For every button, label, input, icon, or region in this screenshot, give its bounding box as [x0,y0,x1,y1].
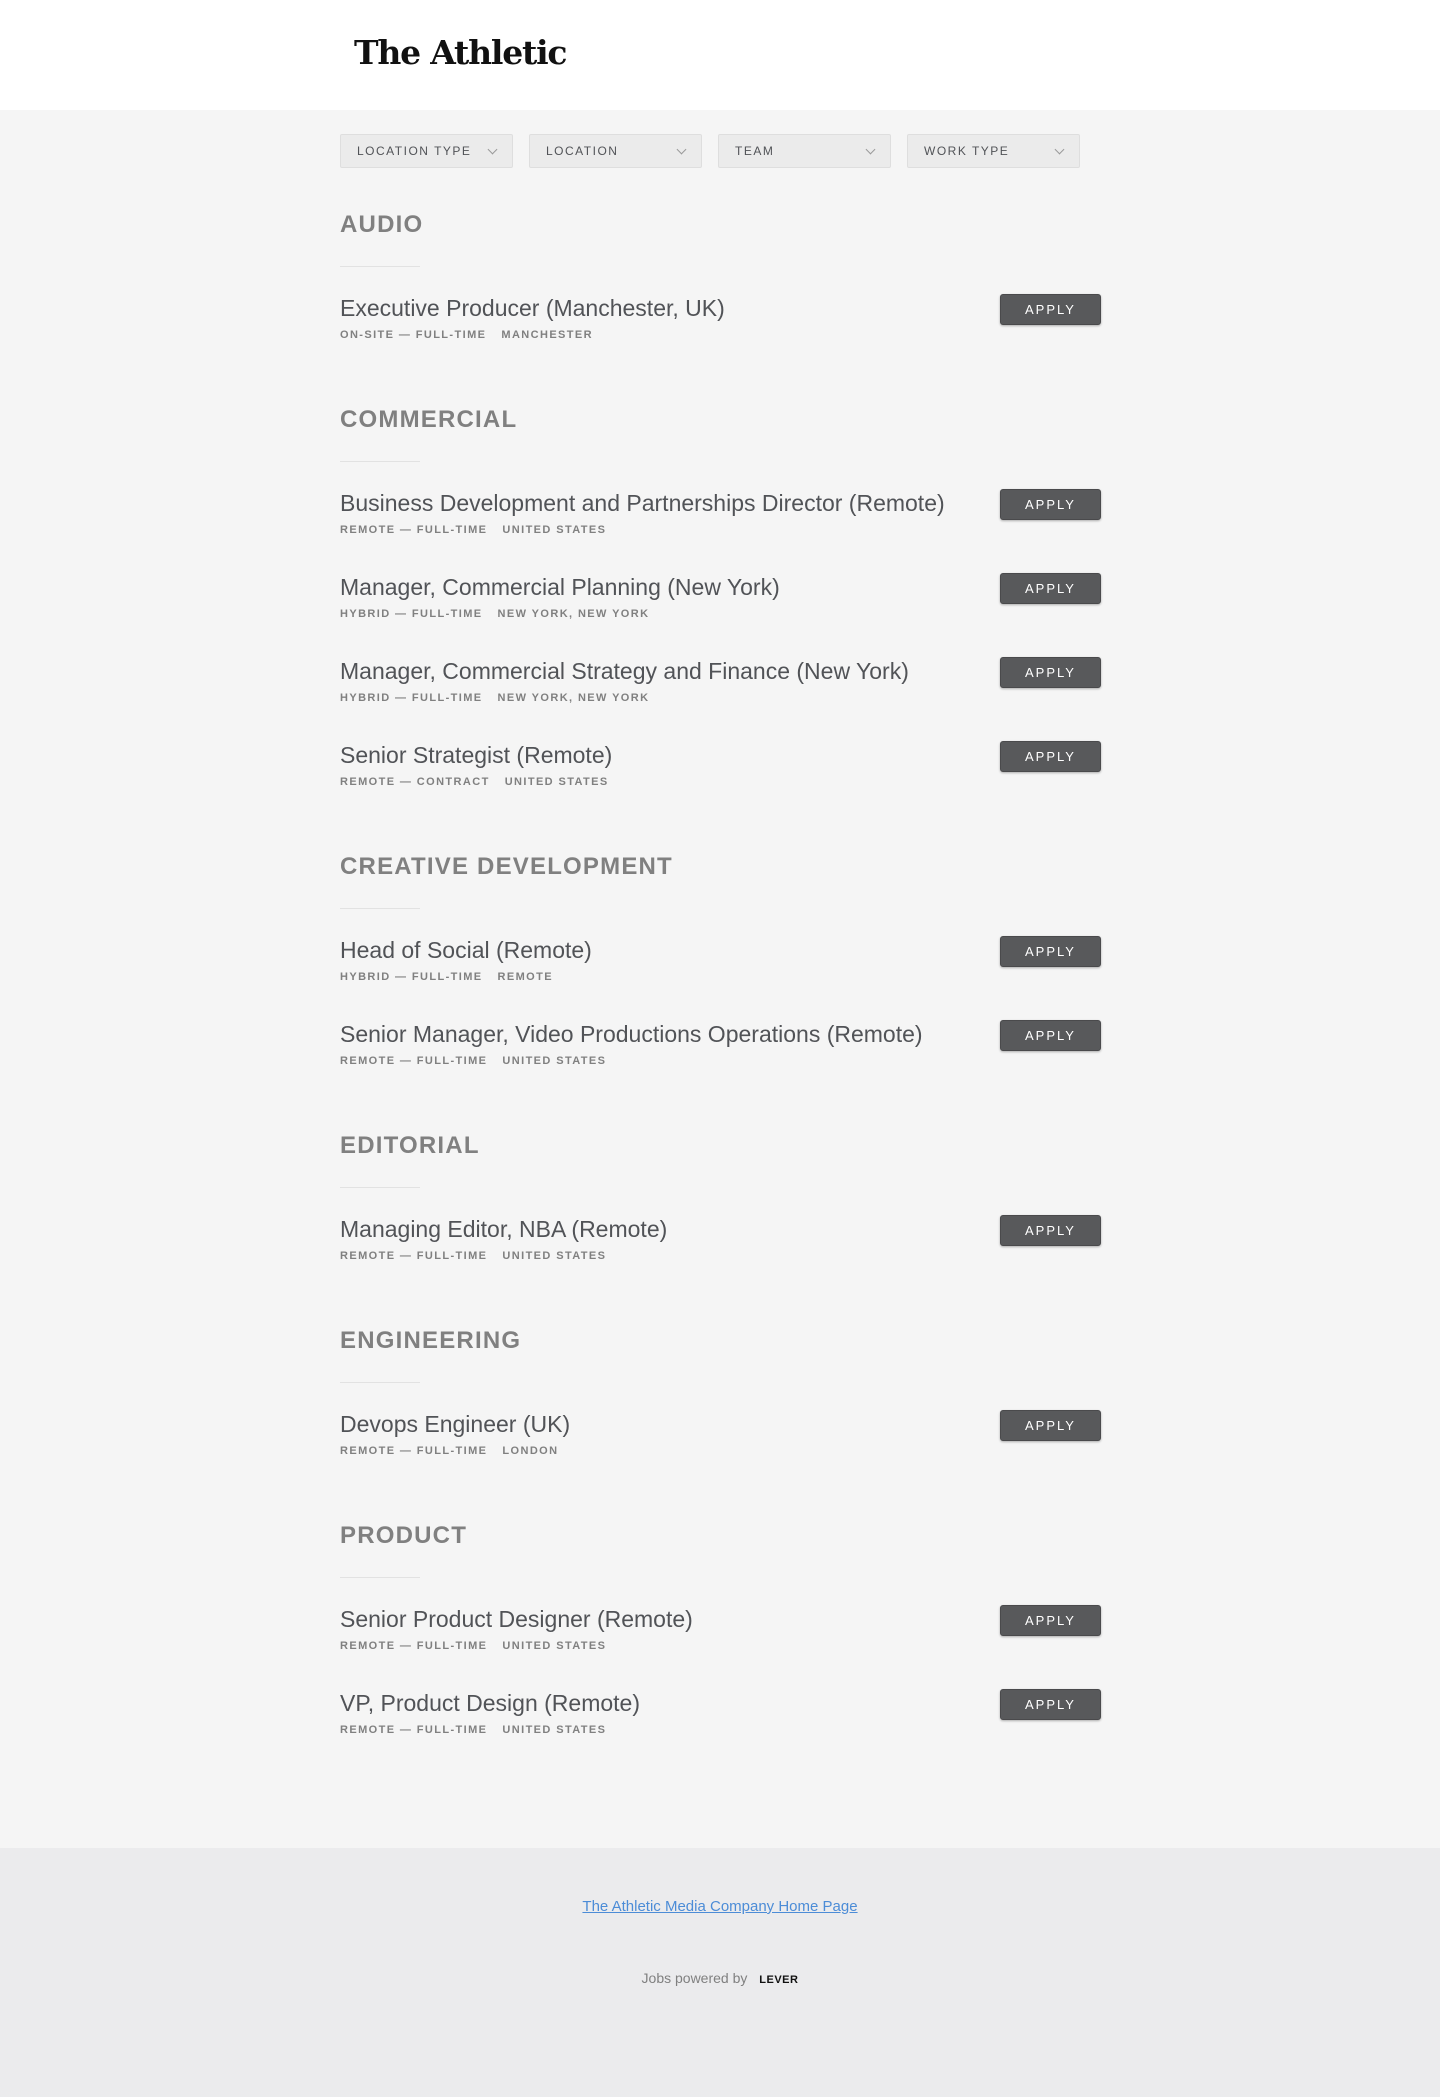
job-posting [340,936,1110,999]
apply-button[interactable]: APPLY [1000,1605,1101,1636]
job-title-link[interactable]: Senior Strategist (Remote) [340,742,613,768]
job-title-link[interactable]: Executive Producer (Manchester, UK) [340,295,725,321]
job-meta [340,608,1110,620]
job-posting [340,657,1110,720]
job-meta [340,524,1110,536]
team-section [340,406,1110,804]
job-meta [340,1640,1110,1652]
apply-button[interactable]: APPLY [1000,489,1101,520]
job-location: UNITED STATES [502,1724,607,1736]
job-title-link[interactable]: Manager, Commercial Planning (New York) [340,574,780,600]
job-location: LONDON [502,1445,559,1457]
job-commitment: REMOTE — FULL-TIME [340,1640,488,1652]
filter-label: LOCATION TYPE [357,144,472,158]
job-commitment: REMOTE — FULL-TIME [340,1055,488,1067]
job-posting [340,1020,1110,1083]
job-posting [340,489,1110,552]
job-posting [340,1689,1110,1752]
team-title: EDITORIAL [340,1132,480,1159]
job-location: UNITED STATES [502,1250,607,1262]
job-location: UNITED STATES [504,776,609,788]
filter-label: TEAM [735,144,775,158]
job-meta [340,776,1110,788]
divider [340,1187,420,1188]
job-posting [340,1410,1110,1473]
chevron-down-icon [1055,144,1065,154]
divider [340,908,420,909]
apply-button[interactable]: APPLY [1000,1020,1101,1051]
the-athletic-logo[interactable]: The Athletic [354,33,567,72]
page-footer [0,1848,1440,2097]
job-location: UNITED STATES [502,1640,607,1652]
postings-main [340,110,1110,1848]
job-meta [340,1055,1110,1067]
filter-label: LOCATION [546,144,619,158]
job-commitment: REMOTE — FULL-TIME [340,1724,488,1736]
team-title: PRODUCT [340,1522,468,1549]
filter-label: WORK TYPE [924,144,1010,158]
apply-button[interactable]: APPLY [1000,741,1101,772]
filter-location-type[interactable] [340,134,513,168]
team-title: COMMERCIAL [340,406,518,433]
job-title-link[interactable]: VP, Product Design (Remote) [340,1690,640,1716]
team-section [340,1327,1110,1473]
job-commitment: REMOTE — FULL-TIME [340,524,488,536]
job-title-link[interactable]: Senior Manager, Video Productions Operations (Remote) [340,1021,923,1047]
job-commitment: REMOTE — CONTRACT [340,776,490,788]
team-title: AUDIO [340,211,424,238]
job-commitment: HYBRID — FULL-TIME [340,692,483,704]
job-title-link[interactable]: Manager, Commercial Strategy and Finance (New York) [340,658,909,684]
team-section [340,853,1110,1083]
company-home-link[interactable]: The Athletic Media Company Home Page [582,1898,858,1915]
job-commitment: ON-SITE — FULL-TIME [340,329,487,341]
job-title-link[interactable]: Business Development and Partnerships Director (Remote) [340,490,945,516]
job-posting [340,573,1110,636]
filter-work-type[interactable] [907,134,1080,168]
chevron-down-icon [677,144,687,154]
divider [340,1382,420,1383]
job-location: UNITED STATES [502,524,607,536]
team-section [340,1132,1110,1278]
team-section [340,211,1110,357]
job-posting [340,1605,1110,1668]
lever-logo[interactable]: LEVER [759,1974,799,1986]
job-location: NEW YORK, NEW YORK [497,692,650,704]
apply-button[interactable]: APPLY [1000,1215,1101,1246]
team-title: ENGINEERING [340,1327,522,1354]
filter-bar [340,134,1110,168]
team-title: CREATIVE DEVELOPMENT [340,853,673,880]
job-meta [340,971,1110,983]
team-list [340,211,1110,1752]
job-commitment: REMOTE — FULL-TIME [340,1445,488,1457]
job-meta [340,1250,1110,1262]
filter-location[interactable] [529,134,702,168]
team-section [340,1522,1110,1752]
filter-team[interactable] [718,134,891,168]
powered-by-text: Jobs powered by [641,1970,748,1986]
job-meta [340,692,1110,704]
job-commitment: REMOTE — FULL-TIME [340,1250,488,1262]
powered-by [0,1970,1440,1986]
job-title-link[interactable]: Managing Editor, NBA (Remote) [340,1216,668,1242]
job-commitment: HYBRID — FULL-TIME [340,608,483,620]
job-meta [340,329,1110,341]
chevron-down-icon [488,144,498,154]
apply-button[interactable]: APPLY [1000,936,1101,967]
job-posting [340,741,1110,804]
job-commitment: HYBRID — FULL-TIME [340,971,483,983]
job-title-link[interactable]: Senior Product Designer (Remote) [340,1606,693,1632]
divider [340,266,420,267]
divider [340,461,420,462]
job-posting [340,1215,1110,1278]
apply-button[interactable]: APPLY [1000,1410,1101,1441]
apply-button[interactable]: APPLY [1000,573,1101,604]
chevron-down-icon [866,144,876,154]
page-header [0,0,1440,110]
job-title-link[interactable]: Devops Engineer (UK) [340,1411,571,1437]
job-location: UNITED STATES [502,1055,607,1067]
job-meta [340,1724,1110,1736]
job-title-link[interactable]: Head of Social (Remote) [340,937,592,963]
job-posting [340,294,1110,357]
job-location: NEW YORK, NEW YORK [497,608,650,620]
divider [340,1577,420,1578]
job-meta [340,1445,1110,1457]
job-location: REMOTE [497,971,553,983]
apply-button[interactable]: APPLY [1000,1689,1101,1720]
apply-button[interactable]: APPLY [1000,657,1101,688]
apply-button[interactable]: APPLY [1000,294,1101,325]
job-location: MANCHESTER [501,329,593,341]
